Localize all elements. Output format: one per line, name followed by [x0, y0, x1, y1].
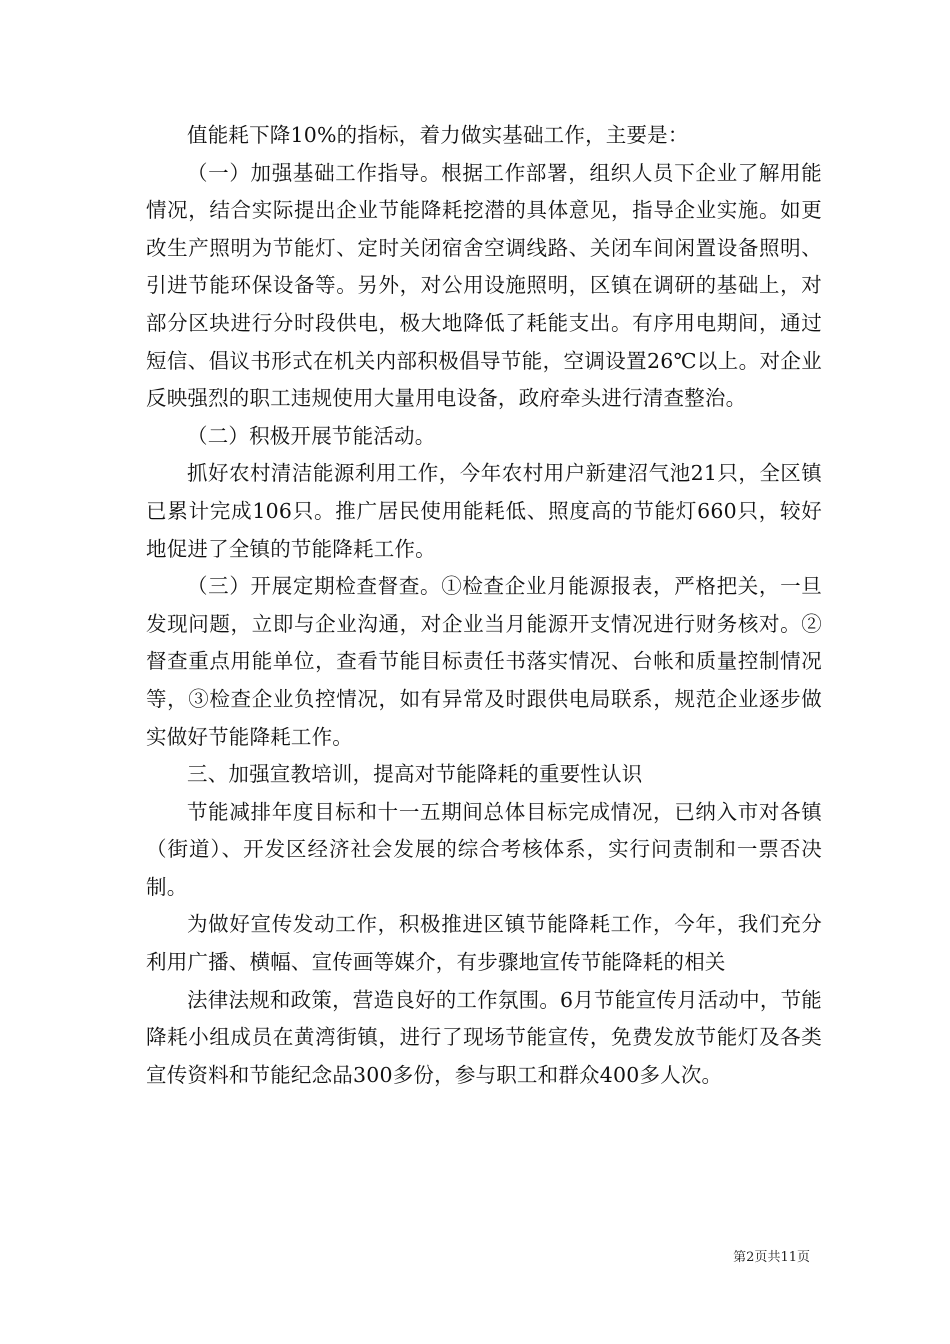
page-number-footer: 第2页共11页	[733, 1250, 810, 1265]
paragraph-8: 为做好宣传发动工作，积极推进区镇节能降耗工作，今年，我们充分利用广播、横幅、宣传画等媒介，有步骤地宣传节能降耗的相关	[146, 912, 822, 975]
paragraph-3: （二）积极开展节能活动。	[187, 423, 436, 448]
section-heading-3: 三、加强宣教培训，提高对节能降耗的重要性认识	[187, 762, 643, 787]
paragraph-9: 法律法规和政策，营造良好的工作氛围。6月节能宣传月活动中，节能降耗小组成员在黄湾街镇，进行了现场节能宣传，免费发放节能灯及各类宣传资料和节能纪念品300多份，参与职工和群众400多人次。	[146, 987, 822, 1087]
document-body	[146, 117, 822, 1094]
paragraph-2: （一）加强基础工作指导。根据工作部署，组织人员下企业了解用能情况，结合实际提出企业节能降耗挖潜的具体意见，指导企业实施。如更改生产照明为节能灯、定时关闭宿舍空调线路、关闭车间闲置设备照明、引进节能环保设备等。另外，对公用设施照明，区镇在调研的基础上，对部分区块进行分时段供电，极大地降低了耗能支出。有序用电期间，通过短信、倡议书形式在机关内部积极倡导节能，空调设置26℃以上。对企业反映强烈的职工违规使用大量用电设备，政府牵头进行清查整治。	[146, 160, 822, 411]
paragraph-7: 节能减排年度目标和十一五期间总体目标完成情况，已纳入市对各镇（街道）、开发区经济社会发展的综合考核体系，实行问责制和一票否决制。	[146, 799, 822, 899]
paragraph-4: 抓好农村清洁能源利用工作，今年农村用户新建沼气池21只，全区镇已累计完成106只。推广居民使用能耗低、照度高的节能灯660只，较好地促进了全镇的节能降耗工作。	[146, 461, 822, 561]
paragraph-5: （三）开展定期检查督查。①检查企业月能源报表，严格把关，一旦发现问题，立即与企业沟通，对企业当月能源开支情况进行财务核对。②督查重点用能单位，查看节能目标责任书落实情况、台帐和质量控制情况等，③检查企业负控情况，如有异常及时跟供电局联系，规范企业逐步做实做好节能降耗工作。	[146, 574, 822, 749]
paragraph-1: 值能耗下降10%的指标，着力做实基础工作，主要是：	[187, 123, 689, 147]
